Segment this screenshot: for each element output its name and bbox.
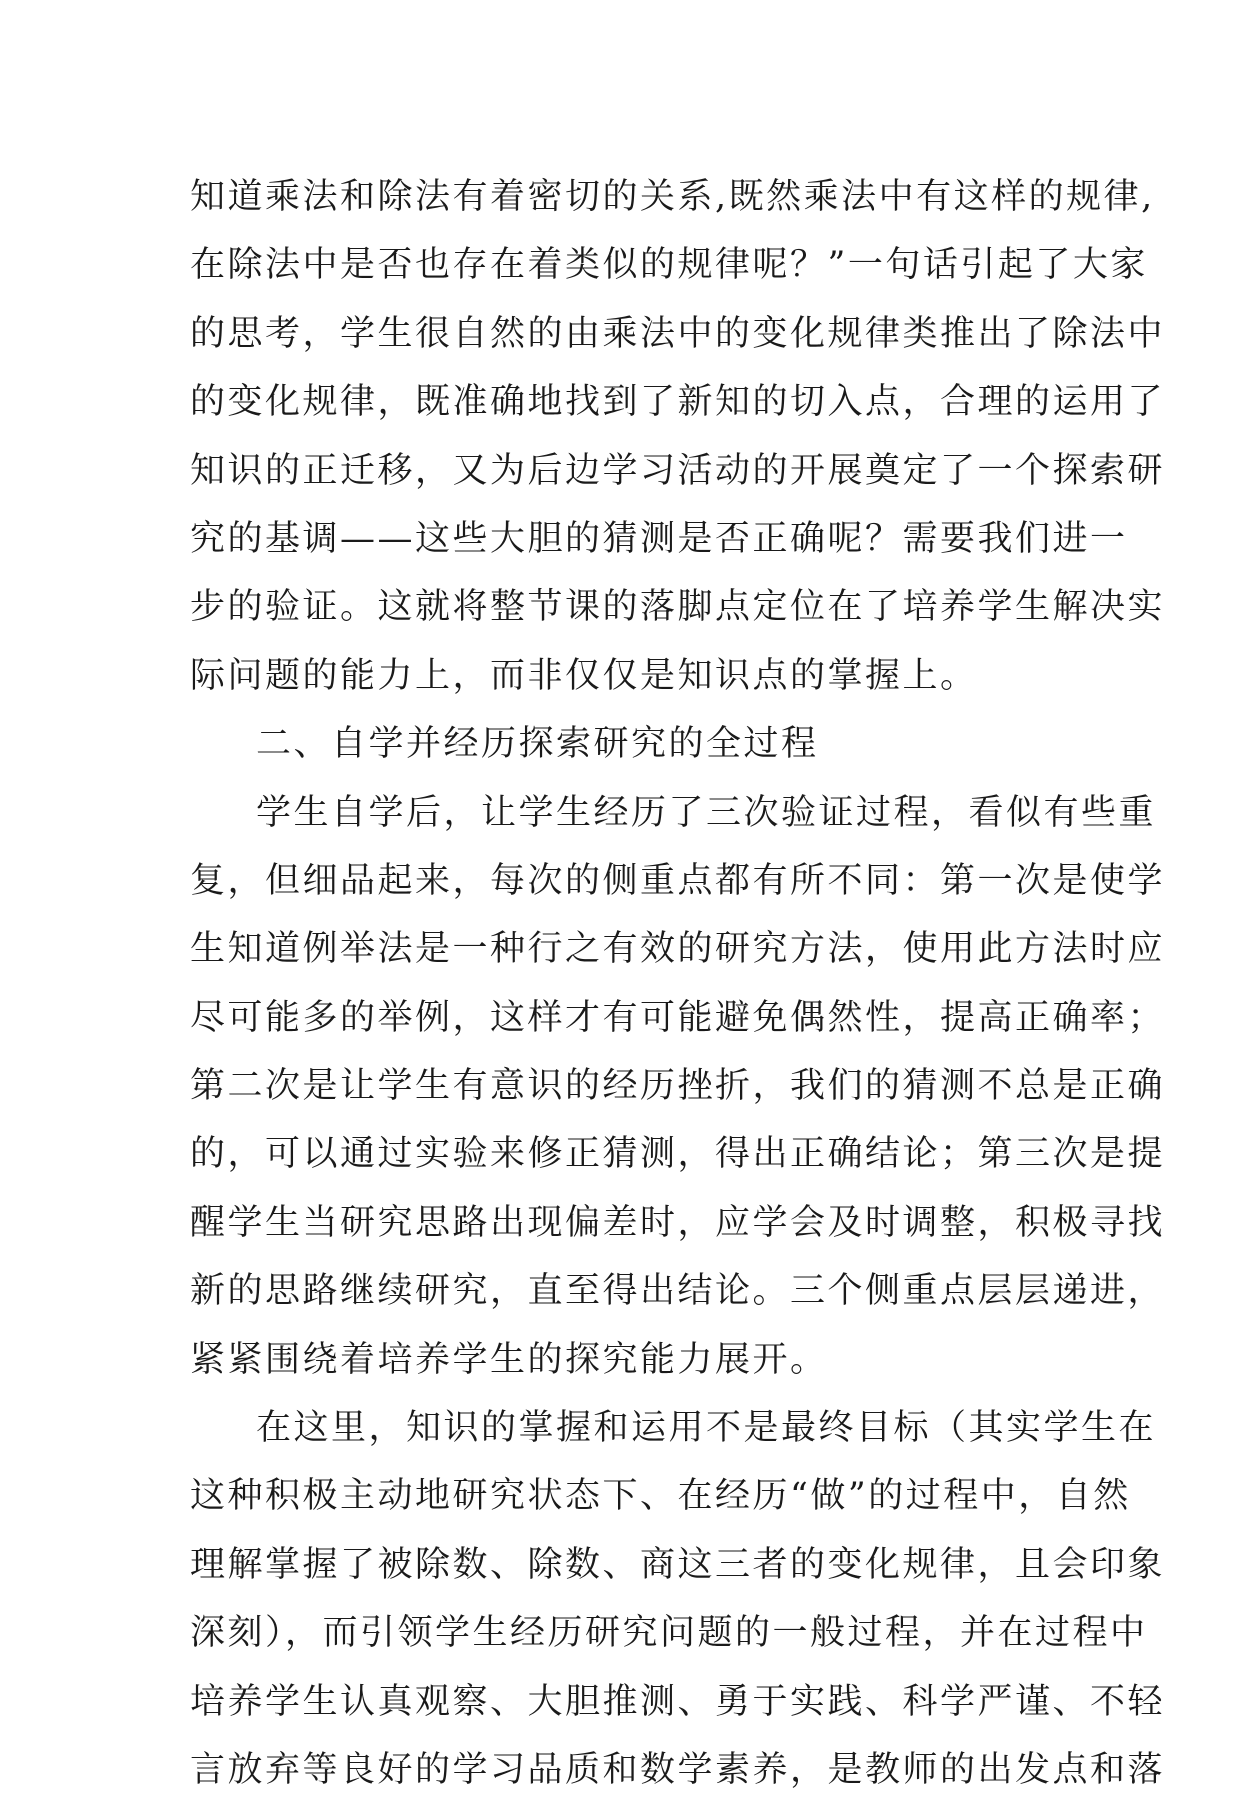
text-line: 言放弃等良好的学习品质和数学素养，是教师的出发点和落 bbox=[190, 1749, 1166, 1790]
paragraph-first-line: 学生自学后，让学生经历了三次验证过程，看似有些重 bbox=[256, 792, 1157, 833]
text-line: 在除法中是否也存在着类似的规律呢？”一句话引起了大家 bbox=[190, 245, 1148, 286]
text-line: 步的验证。这就将整节课的落脚点定位在了培养学生解决实 bbox=[190, 587, 1166, 628]
text-line: 的，可以通过实验来修正猜测，得出正确结论；第三次是提 bbox=[190, 1134, 1166, 1175]
text-line: 究的基调——这些大胆的猜测是否正确呢？需要我们进一 bbox=[190, 518, 1128, 559]
text-line: 紧紧围绕着培养学生的探究能力展开。 bbox=[190, 1339, 828, 1380]
text-line: 际问题的能力上，而非仅仅是知识点的掌握上。 bbox=[190, 655, 978, 696]
text-line: 知识的正迁移，又为后边学习活动的开展奠定了一个探索研 bbox=[190, 450, 1166, 491]
text-line: 这种积极主动地研究状态下、在经历“做”的过程中，自然 bbox=[190, 1476, 1131, 1517]
text-line: 尽可能多的举例，这样才有可能避免偶然性，提高正确率； bbox=[190, 997, 1166, 1038]
body-text bbox=[190, 163, 1166, 1804]
text-line: 深刻），而引领学生经历研究问题的一般过程，并在过程中 bbox=[190, 1613, 1148, 1654]
text-line: 生知道例举法是一种行之有效的研究方法，使用此方法时应 bbox=[190, 929, 1166, 970]
text-line: 新的思路继续研究，直至得出结论。三个侧重点层层递进， bbox=[190, 1271, 1166, 1312]
text-line: 培养学生认真观察、大胆推测、勇于实践、科学严谨、不轻 bbox=[190, 1681, 1166, 1722]
text-line: 第二次是让学生有意识的经历挫折，我们的猜测不总是正确 bbox=[190, 1066, 1166, 1107]
section-heading: 二、自学并经历探索研究的全过程 bbox=[256, 724, 819, 765]
text-line: 理解掌握了被除数、除数、商这三者的变化规律，且会印象 bbox=[190, 1544, 1166, 1585]
text-line: 复，但细品起来，每次的侧重点都有所不同：第一次是使学 bbox=[190, 860, 1166, 901]
text-line: 知道乘法和除法有着密切的关系,既然乘法中有这样的规律, bbox=[190, 177, 1155, 217]
paragraph-first-line: 在这里，知识的掌握和运用不是最终目标（其实学生在 bbox=[256, 1408, 1157, 1449]
text-line: 的思考，学生很自然的由乘法中的变化规律类推出了除法中 bbox=[190, 313, 1166, 354]
text-line: 的变化规律，既准确地找到了新知的切入点，合理的运用了 bbox=[190, 382, 1166, 423]
text-line: 醒学生当研究思路出现偏差时，应学会及时调整，积极寻找 bbox=[190, 1202, 1166, 1243]
